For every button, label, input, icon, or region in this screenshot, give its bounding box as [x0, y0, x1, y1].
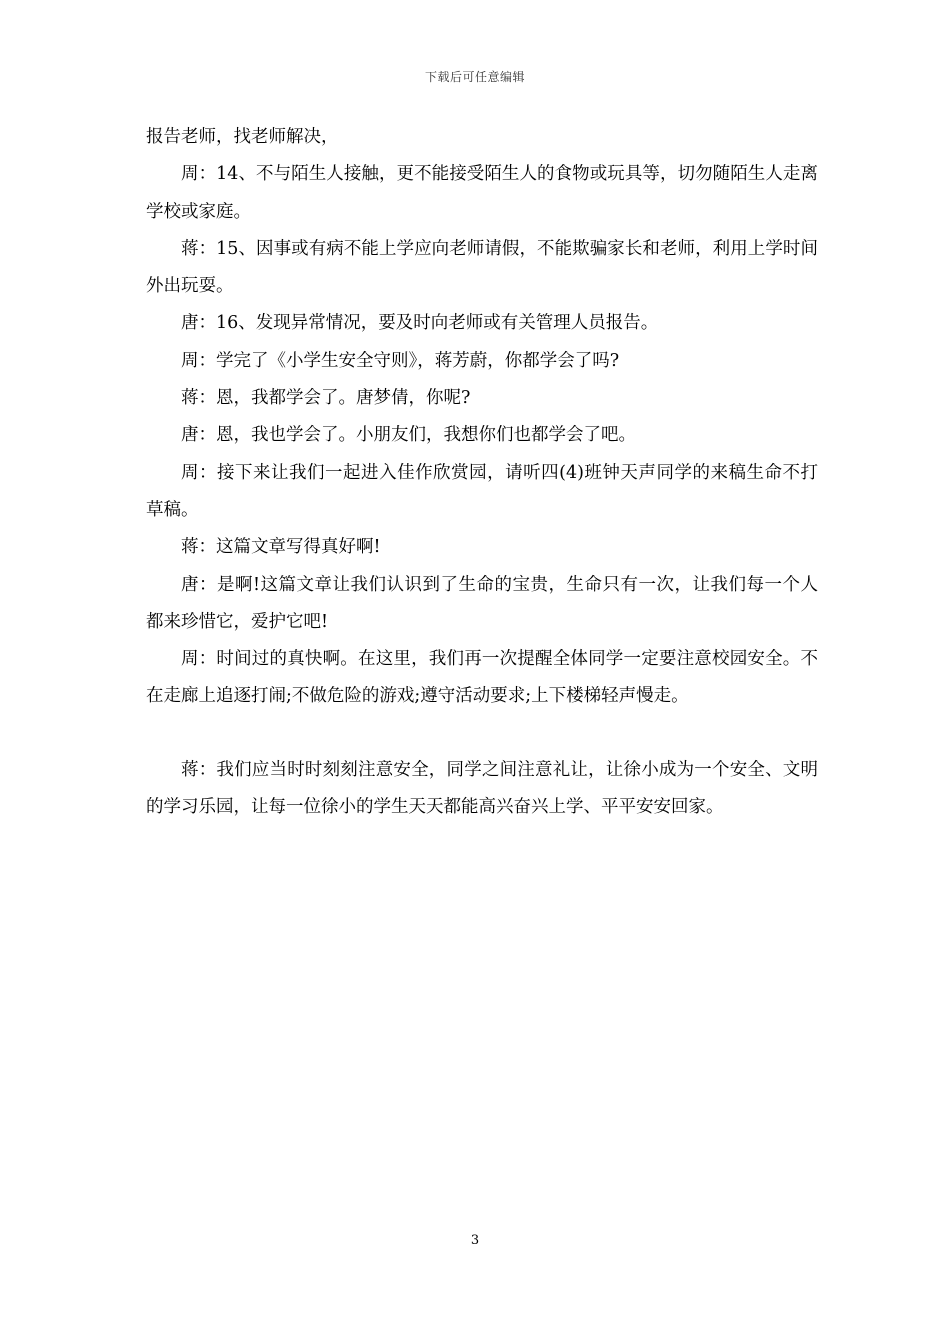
document-body: [146, 119, 818, 826]
page-number: 3: [470, 1233, 480, 1248]
paragraph: 蒋：15、因事或有病不能上学应向老师请假，不能欺骗家长和老师，利用上学时间外出玩耍。: [146, 238, 818, 297]
paragraph: 唐：16、发现异常情况，要及时向老师或有关管理人员报告。: [181, 313, 659, 334]
paragraph: 报告老师，找老师解决，: [146, 127, 339, 147]
paragraph: 蒋：我们应当时时刻刻注意安全，同学之间注意礼让，让徐小成为一个安全、文明的学习乐园，让每一位徐小的学生天天都能高兴奋兴上学、平平安安回家。: [146, 759, 818, 818]
paragraph: 周：14、不与陌生人接触，更不能接受陌生人的食物或玩具等，切勿随陌生人走离学校或家庭。: [146, 164, 818, 222]
paragraph: 唐：恩，我也学会了。小朋友们，我想你们也都学会了吧。: [181, 425, 636, 446]
paragraph: 蒋：这篇文章写得真好啊!: [181, 537, 381, 558]
paragraph: 周：学完了《小学生安全守则》，蒋芳蔚，你都学会了吗?: [181, 350, 620, 371]
paragraph: 周：时间过的真快啊。在这里，我们再一次提醒全体同学一定要注意校园安全。不在走廊上追逐打闹;不做危险的游戏;遵守活动要求;上下楼梯轻声慢走。: [146, 649, 818, 707]
page-header: 下载后可任意编辑: [424, 70, 525, 84]
paragraph: 周：接下来让我们一起进入佳作欣赏园，请听四(4)班钟天声同学的来稿生命不打草稿。: [146, 462, 818, 520]
paragraph: 蒋：恩，我都学会了。唐梦倩，你呢?: [181, 388, 471, 409]
paragraph: 唐：是啊!这篇文章让我们认识到了生命的宝贵，生命只有一次，让我们每一个人都来珍惜它，爱护它吧!: [146, 574, 818, 632]
